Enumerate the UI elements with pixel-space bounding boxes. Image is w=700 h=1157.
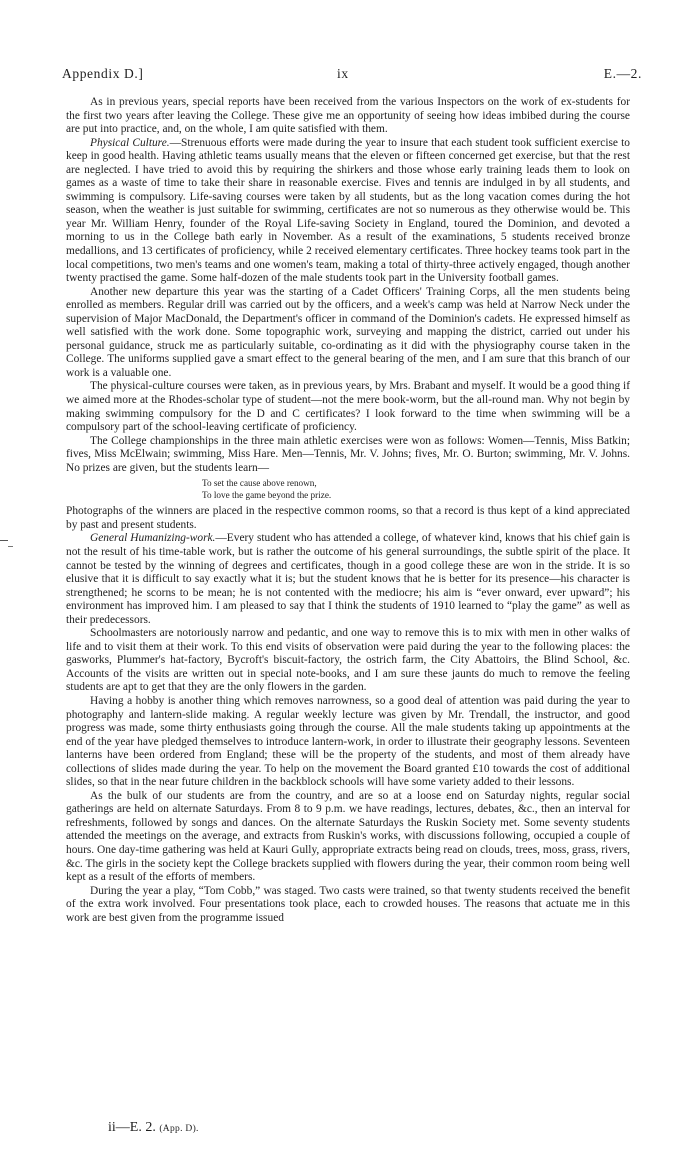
paragraph: Having a hobby is another thing which removes narrowness, so a good deal of attention was paid during the year to photography and lantern-slide making. A regular weekly lecture was given by Mr. Trendall, the instructor, and good progress was made, some thirty enthusiasts going through the course. All the male students taking up appointments at the end of the year have pledged themselves to introduce lantern-work, in order to illustrate their geography lessons. Seventeen lanterns have been ordered from England; these will be the property of the students, and most of them already have collections of slides made during the year. To help on the movement the Board granted £10 towards the cost of additional slides, so that in the near future children in the backblock schools will have some variety added to their lessons. bbox=[66, 694, 630, 789]
paragraph: Physical Culture.—Strenuous efforts were made during the year to insure that each student took sufficient exercise to keep in good health. Having athletic teams usually means that the eleven or fifteen concerned get exercise, but that the rest are neglected. I have tried to avoid this by requiring the shirkers and those whose early training leads them to look on games as a waste of time to take their share in reasonable exercise. Fives and tennis are indulged in by all students, and swimming is compulsory. Life-saving courses were taken by all students, but as the long vacation comes during the hot season, when the weather is just suitable for swimming, certificates are not so numerous as they otherwise would be. This year Mr. William Henry, founder of the Royal Life-saving Society in England, toured the Dominion, and devoted a morning to us in the College bath early in November. As a result of the examinations, 5 students received bronze medallions, and 13 certificates of proficiency, while 2 received elementary certificates. Three hockey teams took part in the local competitions, two men's teams and one women's team, making a total of thirty-three actively engaged, though another twenty practised the game. Some half-dozen of the male students took part in the University football games. bbox=[66, 136, 630, 285]
margin-mark bbox=[8, 546, 13, 547]
page-header bbox=[62, 66, 642, 84]
paragraph: As the bulk of our students are from the country, and are so at a loose end on Saturday nights, regular social gatherings are held on alternate Saturdays. From 8 to 9 p.m. we have readings, lectures, debates, &c., then an interval for refreshments, followed by songs and dances. On the alternate Saturdays the Ruskin Society met. Some seventy students attended the meetings on the average, and extracts from Ruskin's works, with discussions following, occupied a couple of hours. One day-time gathering was held at Kauri Gully, appropriate extracts being read on clouds, trees, moss, grass, rivers, &c. The girls in the society kept the College brackets supplied with flowers during the year, their common room being well kept as a result of the efforts of members. bbox=[66, 789, 630, 884]
paragraph: The physical-culture courses were taken, as in previous years, by Mrs. Brabant and myself. It would be a good thing if we aimed more at the Rhodes-scholar type of student—not the mere book-worm, but the all-round man. Why not begin by making swimming compulsory for the D and C certificates? I look forward to the time when swimming will be a compulsory part of the school-leaving certificate of proficiency. bbox=[66, 380, 630, 434]
paragraph: Schoolmasters are notoriously narrow and pedantic, and one way to remove this is to mix with men in other walks of life and to visit them at their work. To this end visits of observation were paid during the year to the following places: the gasworks, Plummer's hat-factory, Bycroft's biscuit-factory, the ostrich farm, the City Abattoirs, the Blind School, &c. Accounts of the visits are written out in special note-books, and I am sure these jaunts do much to remove the feeling students are apt to get that they are the only flowers in the garden. bbox=[66, 627, 630, 694]
verse-line: To love the game beyond the prize. bbox=[202, 489, 332, 500]
paragraph: General Humanizing-work.—Every student who has attended a college, of whatever kind, knows that his chief gain is not the result of his time-table work, but is rather the outcome of his general surroundings, the subtle spirit of the place. It cannot be tested by the winning of degrees and certificates, though in a good college these are won in the stride. It is so elusive that it is difficult to say exactly what it is; but the student knows that he is better for its presence—his character is strengthened; he scorns to be mean; he is not contented with the mediocre; his aim is “ever onward, ever upward”; his environment has improved him. I am pleased to say that I think the students of 1910 learned to “play the game” as well as their predecessors. bbox=[66, 532, 630, 626]
verse-line: To set the cause above renown, bbox=[202, 478, 317, 489]
header-appendix-label: Appendix D.] bbox=[62, 66, 144, 81]
paragraph: During the year a play, “Tom Cobb,” was staged. Two casts were trained, so that twenty students received the benefit of the extra work involved. Four presentations took place, each to crowded houses. The reasons that actuate me in this work are best given from the programme issued bbox=[66, 884, 630, 924]
verse-quotation bbox=[202, 478, 630, 501]
paragraph: As in previous years, special reports have been received from the various Inspectors on the work of ex-students for the first two years after leaving the College. These give me an opportunity of seeing how ideas imbibed during the course are put into practice, and, on the whole, I am quite satisfied with them. bbox=[66, 96, 630, 136]
margin-mark bbox=[0, 540, 8, 541]
paragraph: The College championships in the three main athletic exercises were won as follows: Women—Tennis, Miss Batkin; fives, Miss McElwain; swimming, Miss Hare. Men—Tennis, Mr. V. Johns; fives, Mr. O. Burton; swimming, Mr. V. Johns. No prizes are given, but the students learn— bbox=[66, 434, 630, 474]
footer-signature-code: ii—E. 2. bbox=[108, 1120, 156, 1135]
paragraph: Another new departure this year was the starting of a Cadet Officers' Training Corps, all the men students being enrolled as members. Regular drill was carried out by the officers, and a week's camp was held at Narrow Neck under the supervision of Major MacDonald, the Department's officer in command of the Dominion's cadets. He expressed himself as well satisfied with the work done. Some topographic work, surveying and mapping the district, carried out under his personal guidance, struck me as particularly suitable, co-ordinating as it did with the physiography course taken in the College. The uniforms supplied gave a smart effect to the general bearing of the men, and I am sure that this branch of our work is a valuable one. bbox=[66, 285, 630, 379]
section-subheading: Physical Culture. bbox=[90, 136, 170, 149]
footer-appendix-ref: (App. D). bbox=[159, 1124, 199, 1134]
document-body bbox=[66, 96, 630, 925]
page-footer-signature bbox=[108, 1120, 199, 1136]
header-report-code: E.—2. bbox=[603, 66, 642, 81]
paragraph: Photographs of the winners are placed in the respective common rooms, so that a record is thus kept of a kind appreciated by past and present students. bbox=[66, 505, 630, 531]
section-subheading: General Humanizing-work. bbox=[90, 532, 216, 545]
page-number: ix bbox=[337, 66, 349, 81]
